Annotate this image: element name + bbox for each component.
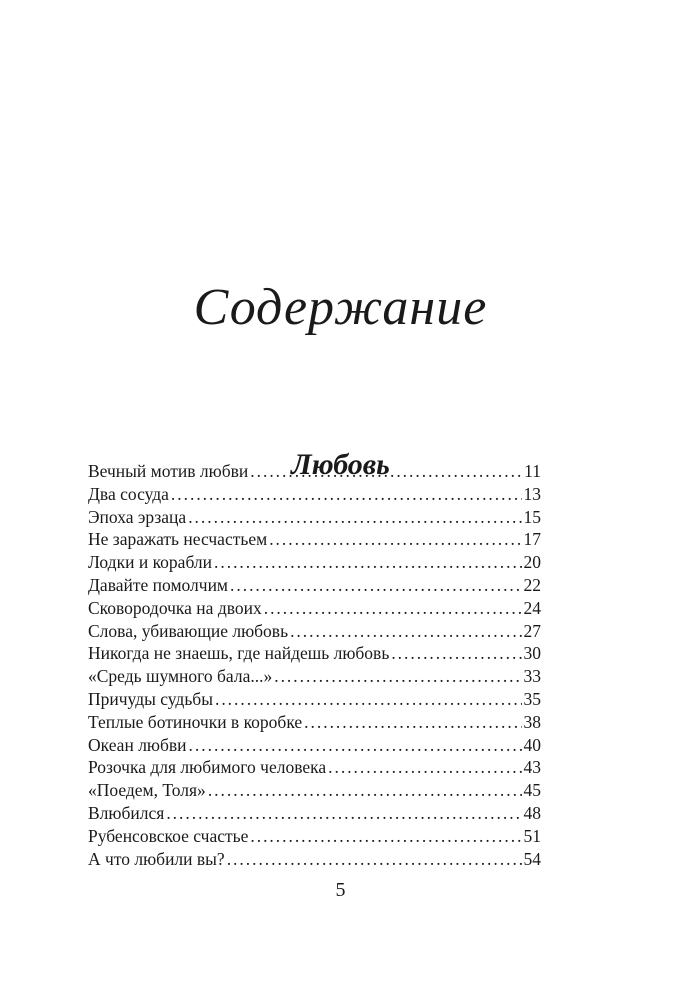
toc-entry-page: 30	[523, 643, 541, 664]
dot-leader	[214, 551, 521, 574]
toc-entry[interactable]	[88, 528, 541, 551]
dot-leader	[328, 756, 521, 779]
toc-entry-title: А что любили вы?	[88, 848, 225, 869]
dot-leader	[171, 483, 522, 506]
toc-entry-title: Теплые ботиночки в коробке	[88, 711, 303, 732]
toc-entry-title: Причуды судьбы	[88, 688, 213, 709]
toc-entry-page: 43	[523, 757, 541, 778]
toc-entry-page: 13	[523, 483, 541, 504]
dot-leader	[269, 528, 521, 551]
toc-entry-title: Эпоха эрзаца	[88, 506, 187, 527]
toc-entry-page: 51	[523, 825, 541, 846]
toc-entry-title: Розочка для любимого человека	[88, 757, 327, 778]
toc-entry-page: 33	[523, 666, 541, 687]
toc-entry[interactable]	[88, 483, 541, 506]
dot-leader	[290, 620, 521, 643]
toc-entry[interactable]	[88, 642, 541, 665]
toc-entry-page: 38	[523, 711, 541, 732]
toc-entry-page: 15	[523, 506, 541, 527]
toc-entry-title: Влюбился	[88, 802, 165, 823]
toc-entry[interactable]	[88, 848, 541, 871]
toc-entry[interactable]	[88, 756, 541, 779]
toc-entry-title: Два сосуда	[88, 483, 169, 504]
dot-leader	[188, 506, 521, 529]
dot-leader	[264, 597, 522, 620]
dot-leader	[274, 665, 521, 688]
toc-entry-page: 27	[523, 620, 541, 641]
dot-leader	[227, 848, 522, 871]
toc-entry-page: 54	[523, 848, 541, 869]
toc-entry[interactable]	[88, 825, 541, 848]
toc-entry-page: 24	[523, 597, 541, 618]
toc-entry-title: Не заражать несчастьем	[88, 529, 268, 550]
toc-entry-title: Рубенсовское счастье	[88, 825, 249, 846]
dot-leader	[215, 688, 522, 711]
toc-entry[interactable]	[88, 506, 541, 529]
toc-entry-page: 11	[524, 461, 541, 481]
toc-entry-page: 45	[523, 780, 541, 801]
dot-leader	[189, 734, 522, 757]
dot-leader	[166, 802, 521, 825]
toc-entry[interactable]	[88, 620, 541, 643]
dot-leader	[304, 711, 521, 734]
toc-entry[interactable]	[88, 688, 541, 711]
toc-entry-title: Слова, убивающие любовь	[88, 620, 289, 641]
dot-leader	[250, 825, 521, 848]
toc-entry[interactable]	[88, 665, 541, 688]
page-number: 5	[335, 879, 346, 901]
toc-entry-title: «Поедем, Толя»	[88, 780, 206, 801]
section-title: Любовь	[291, 447, 390, 481]
toc-entry-page: 22	[523, 574, 541, 595]
toc-entry[interactable]	[88, 734, 541, 757]
toc-entry[interactable]	[88, 460, 541, 483]
toc-entry[interactable]	[88, 711, 541, 734]
dot-leader	[208, 779, 522, 802]
toc-entry-title: Лодки и корабли	[88, 552, 213, 573]
toc-entry-page: 20	[523, 552, 541, 573]
toc-entry-page: 35	[523, 688, 541, 709]
dot-leader	[230, 574, 521, 597]
table-of-contents	[88, 460, 541, 870]
toc-entry-page: 40	[523, 734, 541, 755]
toc-entry[interactable]	[88, 574, 541, 597]
toc-entry-title: Сковородочка на двоих	[88, 597, 262, 618]
toc-entry[interactable]	[88, 597, 541, 620]
toc-entry[interactable]	[88, 551, 541, 574]
toc-entry[interactable]	[88, 802, 541, 825]
toc-entry-title: Вечный мотив любви	[88, 461, 249, 481]
toc-entry-title: Никогда не знаешь, где найдешь любовь	[88, 643, 390, 664]
page-title: Содержание	[193, 278, 488, 336]
toc-entry-title: Океан любви	[88, 734, 187, 755]
toc-entry-title: «Средь шумного бала...»	[88, 666, 273, 687]
toc-entry-page: 48	[523, 802, 541, 823]
toc-entry-title: Давайте помолчим	[88, 574, 229, 595]
dot-leader	[250, 460, 522, 483]
toc-entry[interactable]	[88, 779, 541, 802]
dot-leader	[391, 642, 521, 665]
toc-entry-page: 17	[523, 529, 541, 550]
